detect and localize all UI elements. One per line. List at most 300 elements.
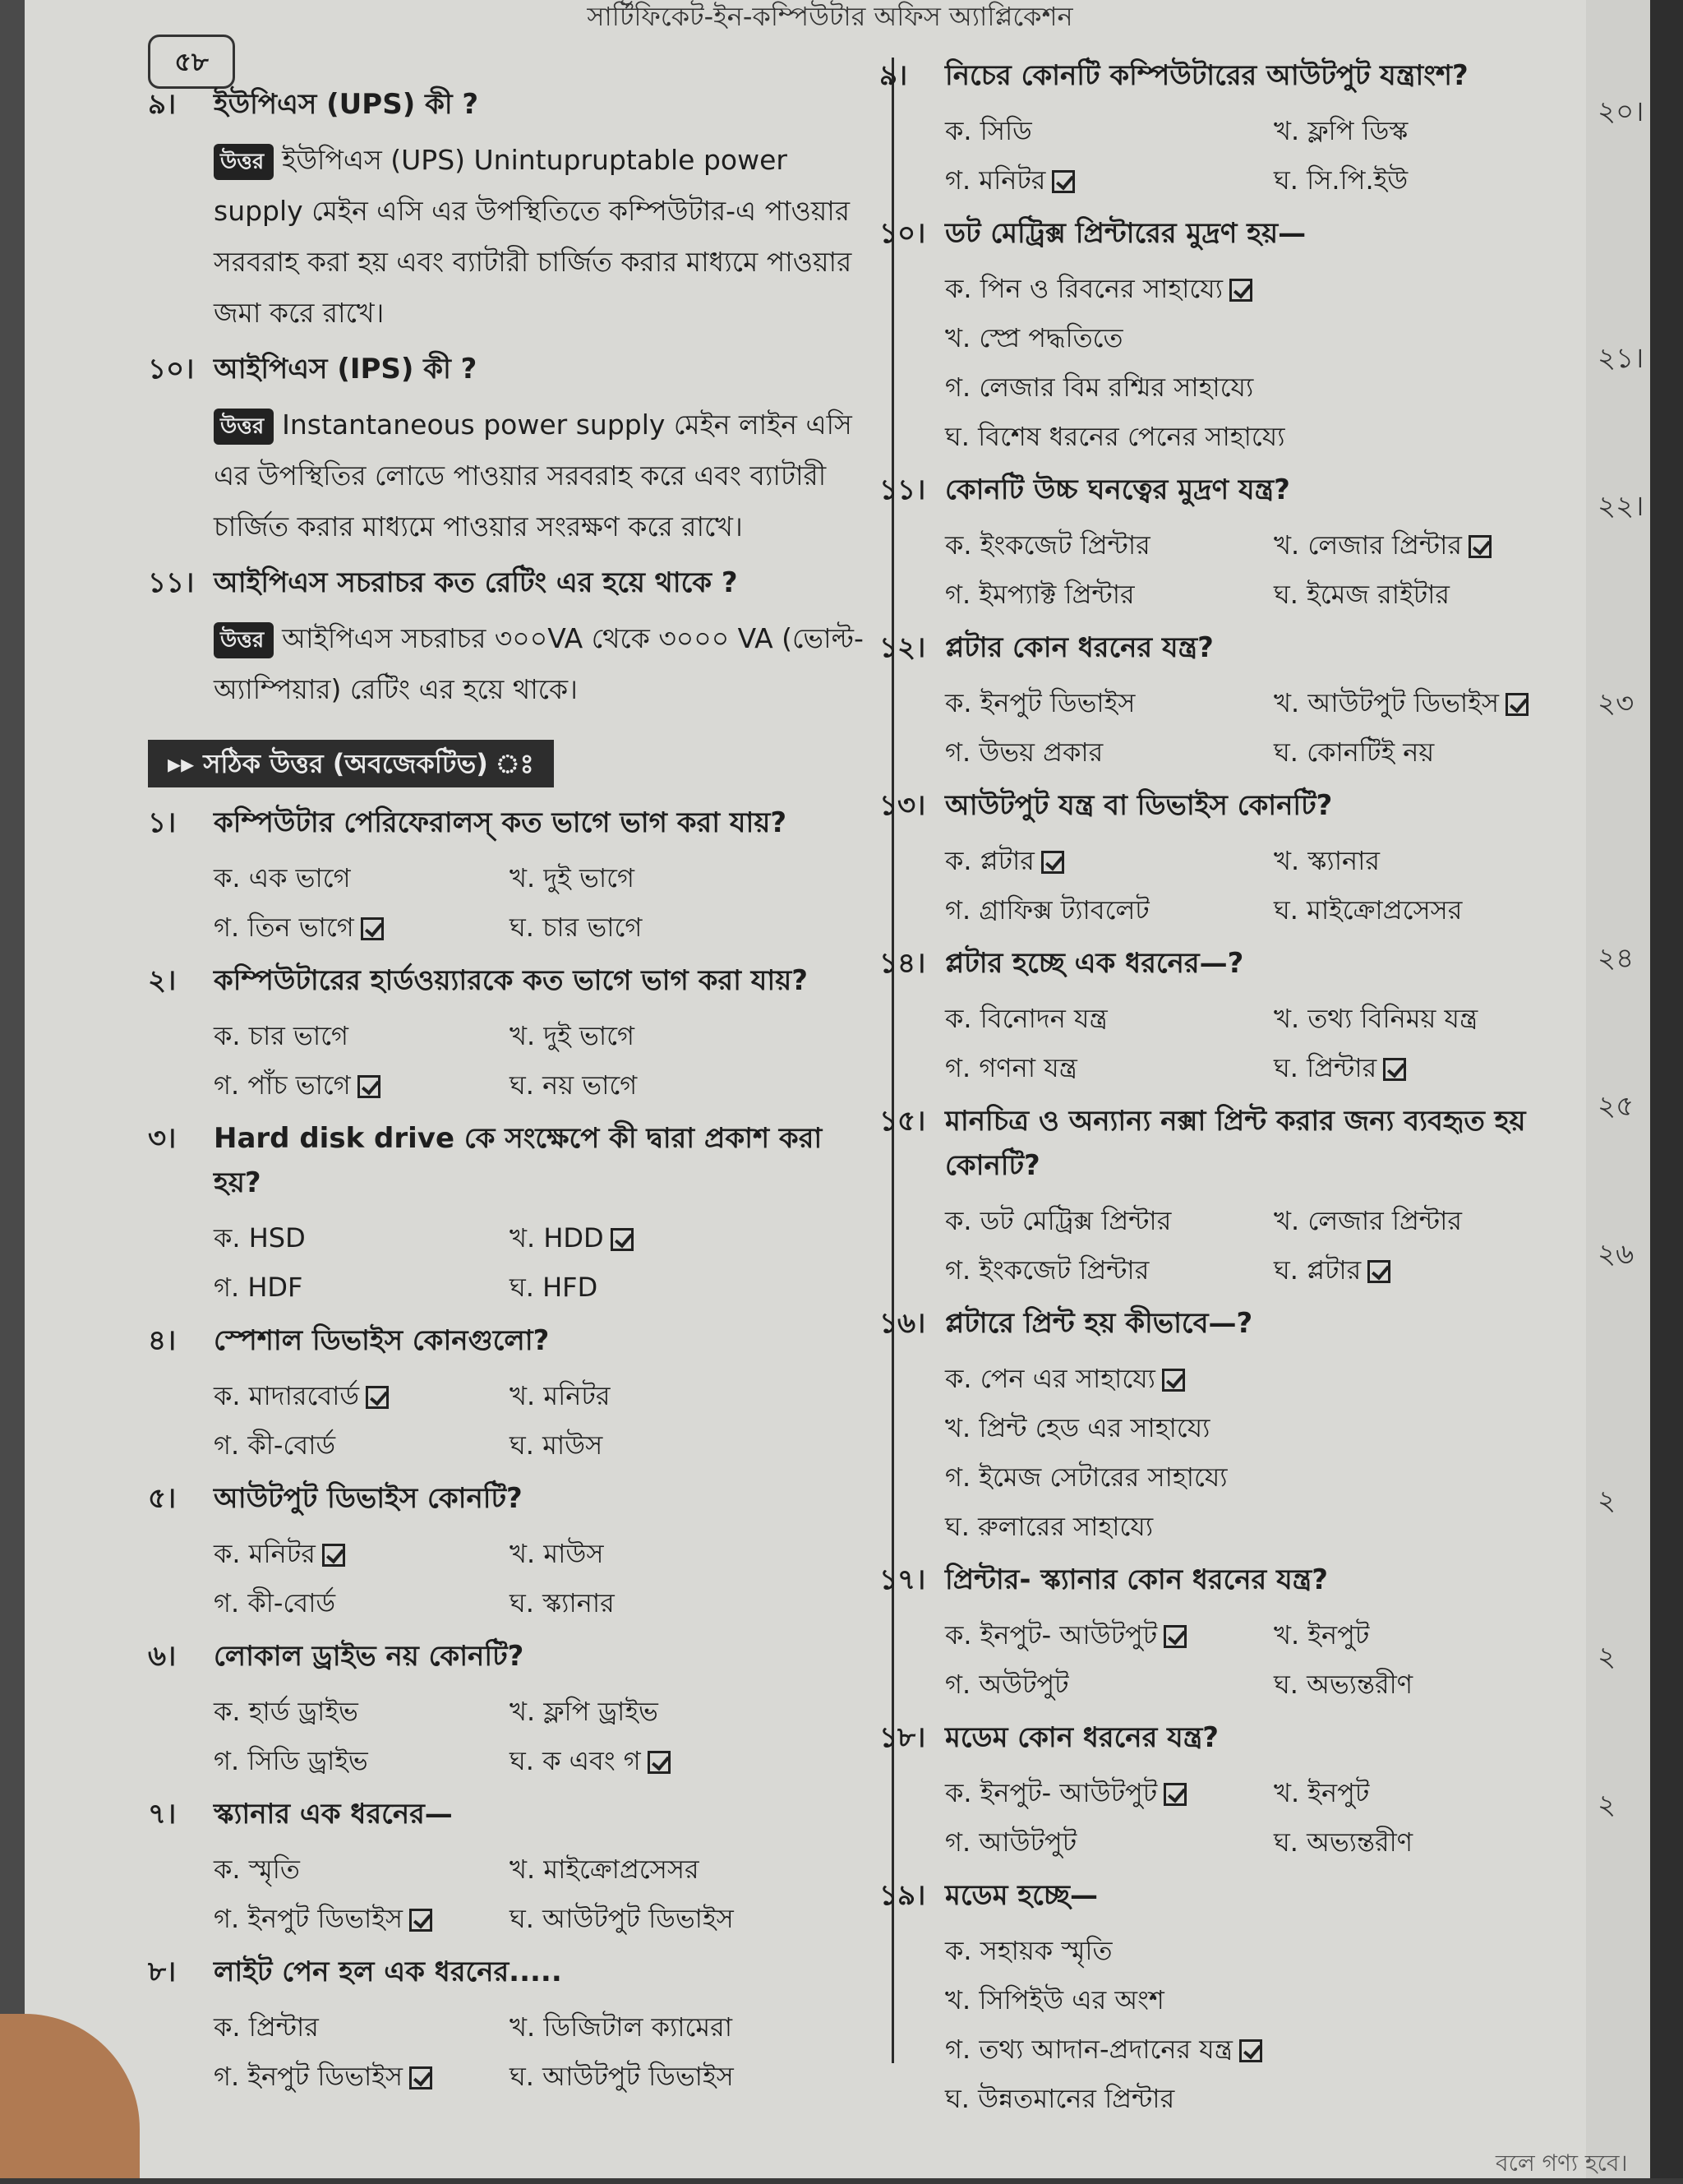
correct-check-icon bbox=[1164, 1783, 1187, 1806]
mcq-item bbox=[148, 1634, 871, 1785]
option bbox=[510, 1263, 871, 1312]
question-number: ১৩। bbox=[879, 789, 926, 822]
next-page-number: ২০। bbox=[1598, 95, 1644, 128]
correct-check-icon bbox=[1239, 2039, 1262, 2062]
question-row bbox=[148, 1318, 871, 1363]
question-row bbox=[148, 1116, 871, 1205]
option bbox=[1274, 1196, 1602, 1245]
option-text: ক. পেন এর সাহায্যে bbox=[945, 1363, 1155, 1394]
option bbox=[945, 412, 1602, 461]
answer-badge: উত্তর bbox=[214, 144, 274, 180]
question-text: নিচের কোনটি কম্পিউটারের আউটপুট যন্ত্রাংশ? bbox=[945, 59, 1469, 92]
option-text: খ. আউটপুট ডিভাইস bbox=[1274, 687, 1499, 718]
question-text: ডট মেট্রিক্স প্রিন্টারের মুদ্রণ হয়— bbox=[945, 217, 1307, 250]
mcq-item bbox=[148, 1476, 871, 1628]
option-text: ঘ. ইমেজ রাইটার bbox=[1274, 579, 1450, 610]
question-number: ৯। bbox=[148, 88, 177, 121]
options-list bbox=[945, 106, 1602, 205]
option bbox=[214, 1420, 510, 1470]
option bbox=[945, 1354, 1602, 1403]
background-right bbox=[1650, 0, 1683, 2178]
option-text: গ. আউটপুট bbox=[945, 1826, 1077, 1858]
option bbox=[945, 1926, 1602, 1975]
option bbox=[1274, 1660, 1602, 1709]
option-text: ঘ. আউটপুট ডিভাইস bbox=[510, 2061, 734, 2092]
option-text: ক. ডট মেট্রিক্স প্রিন্টার bbox=[945, 1205, 1172, 1236]
next-page-number: ২২। bbox=[1598, 490, 1644, 523]
option bbox=[214, 1736, 510, 1785]
mcq-item bbox=[879, 468, 1602, 619]
question-row bbox=[148, 958, 871, 1003]
correct-check-icon bbox=[361, 917, 384, 940]
mcq-item bbox=[148, 801, 871, 952]
question-row bbox=[879, 941, 1602, 986]
option bbox=[214, 2052, 510, 2101]
answer-block bbox=[214, 135, 871, 339]
options-list bbox=[945, 678, 1602, 777]
option bbox=[945, 155, 1274, 205]
bottom-fragment: বলে গণ্য হবে। bbox=[1496, 2149, 1628, 2177]
option-text: খ. ইনপুট bbox=[1274, 1619, 1370, 1651]
option-text: ঘ. বিশেষ ধরনের পেনের সাহায্যে bbox=[945, 421, 1285, 452]
question-text: স্ক্যানার এক ধরনের— bbox=[214, 1798, 453, 1831]
option-text: ঘ. নয় ভাগে bbox=[510, 1069, 638, 1101]
option-text: গ. পাঁচ ভাগে bbox=[214, 1069, 351, 1101]
option-text: খ. তথ্য বিনিময় যন্ত্র bbox=[1274, 1003, 1478, 1034]
next-page-edge bbox=[1586, 0, 1660, 2178]
mcq-item bbox=[879, 53, 1602, 205]
question-text: প্লটারে প্রিন্ট হয় কীভাবে—? bbox=[945, 1307, 1253, 1340]
option bbox=[214, 1060, 510, 1110]
option-text: ঘ. অভ্যন্তরীণ bbox=[1274, 1826, 1413, 1858]
question-text: প্লটার কোন ধরনের যন্ত্র? bbox=[945, 631, 1214, 664]
option-text: ঘ. স্ক্যানার bbox=[510, 1587, 615, 1618]
option-text: গ. গণনা যন্ত্র bbox=[945, 1052, 1077, 1083]
option-text: ক. চার ভাগে bbox=[214, 1020, 349, 1051]
option bbox=[214, 903, 510, 952]
option-text: খ. ইনপুট bbox=[1274, 1777, 1370, 1808]
option-text: ঘ. প্রিন্টার bbox=[1274, 1052, 1377, 1083]
option-text: ঘ. সি.পি.ইউ bbox=[1274, 164, 1409, 196]
mcq-item bbox=[879, 1099, 1602, 1295]
option-text: ক. ইনপুট- আউটপুট bbox=[945, 1619, 1158, 1651]
page-number: ৫৮ bbox=[148, 35, 235, 89]
option bbox=[945, 2074, 1602, 2123]
options-list bbox=[945, 994, 1602, 1092]
option bbox=[510, 1213, 871, 1263]
option bbox=[214, 1845, 510, 1894]
question-text: মডেম হচ্ছে— bbox=[945, 1879, 1098, 1912]
next-page-number: ২ bbox=[1598, 1641, 1616, 1674]
option-text: ঘ. চার ভাগে bbox=[510, 912, 643, 943]
question-number: ১২। bbox=[879, 631, 926, 664]
background-left bbox=[0, 0, 25, 2178]
option bbox=[510, 1420, 871, 1470]
answer-text: Instantaneous power supply মেইন লাইন এসি এর উপস্থিতির লোডে পাওয়ার সরবরাহ করে এবং ব্যাটারী চার্জিত করার মাধ্যমে পাওয়ার সংরক্ষণ করে রাখে। bbox=[214, 409, 852, 543]
option bbox=[510, 1845, 871, 1894]
option-text: ক. সিডি bbox=[945, 115, 1032, 146]
option-text: ঘ. আউটপুট ডিভাইস bbox=[510, 1903, 734, 1934]
correct-check-icon bbox=[357, 1075, 380, 1098]
option bbox=[510, 853, 871, 903]
question-text: প্রিন্টার- স্ক্যানার কোন ধরনের যন্ত্র? bbox=[945, 1563, 1329, 1596]
mcq-item bbox=[879, 1301, 1602, 1551]
correct-check-icon bbox=[1367, 1260, 1390, 1283]
options-list bbox=[214, 1371, 871, 1470]
option-text: গ. লেজার বিম রশ্মির সাহায্যে bbox=[945, 372, 1254, 403]
option-text: গ. তিন ভাগে bbox=[214, 912, 354, 943]
option bbox=[510, 903, 871, 952]
option bbox=[945, 994, 1274, 1043]
option-text: খ. লেজার প্রিন্টার bbox=[1274, 1205, 1462, 1236]
options-list bbox=[945, 1610, 1602, 1709]
mcq-item bbox=[879, 1873, 1602, 2123]
option-text: গ. ইমেজ সেটারের সাহায্যে bbox=[945, 1461, 1228, 1493]
mcq-item bbox=[879, 1715, 1602, 1867]
next-page-number: ২৫ bbox=[1598, 1090, 1635, 1123]
mcq-item bbox=[148, 958, 871, 1110]
option-text: খ. ডিজিটাল ক্যামেরা bbox=[510, 2011, 733, 2043]
options-list bbox=[945, 1354, 1602, 1551]
option bbox=[1274, 1245, 1602, 1295]
option-text: গ. গ্রাফিক্স ট্যাবলেট bbox=[945, 894, 1150, 926]
running-header: সার্টিফিকেট-ইন-কম্পিউটার অফিস অ্যাপ্লিকেশন bbox=[587, 1, 1073, 32]
question-number: ৪। bbox=[148, 1324, 177, 1357]
question-number: ১৬। bbox=[879, 1307, 926, 1340]
option bbox=[1274, 570, 1602, 619]
question-row bbox=[148, 1792, 871, 1836]
option bbox=[945, 2025, 1602, 2074]
correct-check-icon bbox=[1229, 279, 1252, 302]
option-text: খ. স্প্রে পদ্ধতিতে bbox=[945, 322, 1123, 353]
mcq-item bbox=[148, 1116, 871, 1312]
option bbox=[214, 1011, 510, 1060]
option-text: গ. উভয় প্রকার bbox=[945, 736, 1104, 768]
option-text: ক. ইংকজেট প্রিন্টার bbox=[945, 529, 1150, 561]
correct-check-icon bbox=[1505, 693, 1529, 716]
question-number: ৬। bbox=[148, 1640, 177, 1673]
option-text: খ. সিপিইউ এর অংশ bbox=[945, 1984, 1164, 2015]
left-column bbox=[148, 82, 871, 2108]
option bbox=[214, 853, 510, 903]
question-number: ৭। bbox=[148, 1798, 177, 1831]
question-row bbox=[879, 468, 1602, 512]
mcq-item bbox=[148, 1318, 871, 1470]
option bbox=[945, 1452, 1602, 1502]
question-text: আইপিএস (IPS) কী ? bbox=[214, 353, 477, 386]
option bbox=[945, 1768, 1274, 1817]
option bbox=[1274, 994, 1602, 1043]
option-text: ঘ. মাইক্রোপ্রসেসর bbox=[1274, 894, 1463, 926]
question-number: ১৯। bbox=[879, 1879, 926, 1912]
option-text: ঘ. কোনটিই নয় bbox=[1274, 736, 1435, 768]
option-text: ক. পিন ও রিবনের সাহায্যে bbox=[945, 273, 1223, 304]
option-text: খ. প্রিন্ট হেড এর সাহায্যে bbox=[945, 1412, 1210, 1443]
correct-check-icon bbox=[1469, 535, 1492, 558]
option-text: গ. অউটপুট bbox=[945, 1669, 1069, 1700]
option bbox=[945, 678, 1274, 727]
question-number: ১৭। bbox=[879, 1563, 926, 1596]
option-text: খ. মাউস bbox=[510, 1538, 604, 1569]
correct-check-icon bbox=[409, 1909, 432, 1932]
correct-check-icon bbox=[1162, 1369, 1185, 1392]
book-page bbox=[25, 0, 1602, 2178]
mcq-item bbox=[879, 941, 1602, 1092]
correct-check-icon bbox=[366, 1386, 389, 1409]
option-text: ঘ. HFD bbox=[510, 1272, 598, 1303]
option bbox=[945, 106, 1274, 155]
next-page-number: ২৬ bbox=[1598, 1238, 1635, 1271]
correct-check-icon bbox=[648, 1751, 671, 1774]
mcq-item bbox=[879, 211, 1602, 461]
mcq-item bbox=[148, 1792, 871, 1943]
question-text: Hard disk drive কে সংক্ষেপে কী দ্বারা প্রকাশ করা হয়? bbox=[214, 1122, 823, 1199]
correct-check-icon bbox=[409, 2066, 432, 2089]
options-list bbox=[214, 2002, 871, 2101]
option bbox=[945, 570, 1274, 619]
right-column bbox=[879, 53, 1602, 2130]
option bbox=[1274, 1043, 1602, 1092]
option bbox=[510, 2052, 871, 2101]
option-text: গ. ইনপুট ডিভাইস bbox=[214, 1903, 403, 1934]
option-text: খ. HDD bbox=[510, 1222, 604, 1254]
option-text: ক. এক ভাগে bbox=[214, 862, 351, 893]
option bbox=[945, 1610, 1274, 1660]
option-text: খ. মাইক্রোপ্রসেসর bbox=[510, 1854, 699, 1885]
question-row bbox=[148, 82, 871, 127]
mcq-item bbox=[879, 783, 1602, 935]
question-number: ৫। bbox=[148, 1482, 177, 1515]
correct-check-icon bbox=[611, 1228, 634, 1251]
option bbox=[1274, 727, 1602, 777]
question-row bbox=[879, 1099, 1602, 1188]
question-number: ২। bbox=[148, 964, 177, 997]
question-number: ১৪। bbox=[879, 947, 926, 980]
option bbox=[945, 313, 1602, 362]
question-row bbox=[148, 801, 871, 845]
question-number: ১১। bbox=[148, 566, 195, 599]
question-text: স্পেশাল ডিভাইস কোনগুলো? bbox=[214, 1324, 550, 1357]
option-text: খ. ফ্লপি ড্রাইভ bbox=[510, 1696, 658, 1727]
option bbox=[945, 1975, 1602, 2025]
question-text: মডেম কোন ধরনের যন্ত্র? bbox=[945, 1721, 1220, 1754]
option bbox=[945, 836, 1274, 885]
option bbox=[945, 1502, 1602, 1551]
options-list bbox=[214, 1011, 871, 1110]
mcq-item bbox=[879, 626, 1602, 777]
option bbox=[1274, 1768, 1602, 1817]
correct-check-icon bbox=[322, 1544, 345, 1567]
option bbox=[510, 1011, 871, 1060]
options-list bbox=[214, 1845, 871, 1943]
question-row bbox=[148, 1634, 871, 1678]
option bbox=[510, 2002, 871, 2052]
next-page-number: ২ bbox=[1598, 1789, 1616, 1822]
correct-check-icon bbox=[1052, 170, 1075, 193]
option-text: ঘ. মাউস bbox=[510, 1429, 603, 1461]
correct-check-icon bbox=[1383, 1058, 1406, 1081]
options-list bbox=[945, 1768, 1602, 1867]
option-text: ক. হার্ড ড্রাইভ bbox=[214, 1696, 358, 1727]
next-page-number: ২৩ bbox=[1598, 687, 1635, 720]
question-row bbox=[148, 561, 871, 605]
next-page-number: ২ bbox=[1598, 1484, 1616, 1517]
option-text: ক. স্মৃতি bbox=[214, 1854, 300, 1885]
option-text: গ. কী-বোর্ড bbox=[214, 1587, 336, 1618]
question-number: ১৮। bbox=[879, 1721, 926, 1754]
question-text: প্লটার হচ্ছে এক ধরনের—? bbox=[945, 947, 1244, 980]
option bbox=[1274, 1610, 1602, 1660]
option bbox=[945, 362, 1602, 412]
options-list bbox=[945, 264, 1602, 461]
option-text: ক. মনিটর bbox=[214, 1538, 316, 1569]
mcq-item bbox=[148, 1950, 871, 2101]
option bbox=[510, 1578, 871, 1628]
option-text: খ. দুই ভাগে bbox=[510, 1020, 634, 1051]
option-text: খ. ফ্লপি ডিস্ক bbox=[1274, 115, 1409, 146]
option bbox=[510, 1371, 871, 1420]
answer-block bbox=[214, 399, 871, 552]
option-text: ক. মাদারবোর্ড bbox=[214, 1380, 359, 1411]
option bbox=[510, 1736, 871, 1785]
question-number: ৯। bbox=[879, 59, 908, 92]
option bbox=[214, 1687, 510, 1736]
option bbox=[945, 727, 1274, 777]
options-list bbox=[214, 1687, 871, 1785]
next-page-number: ২৪ bbox=[1598, 942, 1635, 975]
question-number: ১০। bbox=[879, 217, 926, 250]
question-text: কোনটি উচ্চ ঘনত্বের মুদ্রণ যন্ত্র? bbox=[945, 473, 1290, 506]
question-row bbox=[879, 1715, 1602, 1760]
options-list bbox=[945, 1926, 1602, 2123]
options-list bbox=[214, 853, 871, 952]
option bbox=[1274, 836, 1602, 885]
question-row bbox=[148, 1476, 871, 1521]
option bbox=[510, 1060, 871, 1110]
options-list bbox=[945, 1196, 1602, 1295]
option bbox=[510, 1894, 871, 1943]
options-list bbox=[214, 1529, 871, 1628]
option bbox=[945, 1196, 1274, 1245]
option-text: ক. প্রিন্টার bbox=[214, 2011, 319, 2043]
option bbox=[1274, 520, 1602, 570]
option bbox=[1274, 155, 1602, 205]
question-number: ১১। bbox=[879, 473, 926, 506]
question-text: আইপিএস সচরাচর কত রেটিং এর হয়ে থাকে ? bbox=[214, 566, 738, 599]
question-row bbox=[879, 53, 1602, 98]
question-number: ১৫। bbox=[879, 1105, 926, 1138]
option bbox=[1274, 1817, 1602, 1867]
option bbox=[214, 1578, 510, 1628]
question-row bbox=[879, 626, 1602, 670]
option bbox=[214, 2002, 510, 2052]
question-row bbox=[879, 1558, 1602, 1602]
option-text: গ. ইমপ্যাক্ট প্রিন্টার bbox=[945, 579, 1135, 610]
option-text: ঘ. রুলারের সাহায্যে bbox=[945, 1511, 1154, 1542]
option-text: গ. মনিটর bbox=[945, 164, 1046, 196]
option bbox=[945, 1660, 1274, 1709]
option bbox=[1274, 106, 1602, 155]
option-text: খ. লেজার প্রিন্টার bbox=[1274, 529, 1462, 561]
question-row bbox=[879, 1873, 1602, 1918]
option-text: ঘ. প্লটার bbox=[1274, 1254, 1362, 1286]
question-text: ইউপিএস (UPS) কী ? bbox=[214, 88, 479, 121]
answer-badge: উত্তর bbox=[214, 622, 274, 658]
question-row bbox=[879, 1301, 1602, 1346]
option bbox=[510, 1687, 871, 1736]
question-row bbox=[148, 347, 871, 391]
option bbox=[945, 1245, 1274, 1295]
question-text: আউটপুট ডিভাইস কোনটি? bbox=[214, 1482, 523, 1515]
question-text: কম্পিউটারের হার্ডওয়্যারকে কত ভাগে ভাগ করা যায়? bbox=[214, 964, 808, 997]
option bbox=[945, 1403, 1602, 1452]
option-text: ক. সহায়ক স্মৃতি bbox=[945, 1935, 1113, 1966]
question-row bbox=[148, 1950, 871, 1994]
option bbox=[214, 1894, 510, 1943]
correct-check-icon bbox=[1164, 1625, 1187, 1648]
option-text: ঘ. উন্নতমানের প্রিন্টার bbox=[945, 2083, 1175, 2114]
correct-check-icon bbox=[1041, 851, 1064, 874]
option bbox=[510, 1529, 871, 1578]
question-number: ১। bbox=[148, 806, 177, 839]
option bbox=[214, 1529, 510, 1578]
answer-badge: উত্তর bbox=[214, 409, 274, 445]
option-text: ঘ. ক এবং গ bbox=[510, 1745, 641, 1776]
option-text: গ. HDF bbox=[214, 1272, 303, 1303]
question-number: ৮। bbox=[148, 1955, 177, 1988]
option-text: খ. স্ক্যানার bbox=[1274, 845, 1380, 876]
option-text: ক. প্লটার bbox=[945, 845, 1035, 876]
section-heading: ▸▸ সঠিক উত্তর (অবজেকটিভ) ঃ bbox=[148, 740, 554, 787]
option-text: ঘ. অভ্যন্তরীণ bbox=[1274, 1669, 1413, 1700]
option bbox=[945, 520, 1274, 570]
question-number: ৩। bbox=[148, 1122, 177, 1155]
option-text: গ. ইনপুট ডিভাইস bbox=[214, 2061, 403, 2092]
option-text: ক. HSD bbox=[214, 1222, 306, 1254]
option-text: গ. ইংকজেট প্রিন্টার bbox=[945, 1254, 1150, 1286]
question-text: মানচিত্র ও অন্যান্য নক্সা প্রিন্ট করার জন্য ব্যবহৃত হয় কোনটি? bbox=[945, 1105, 1526, 1182]
question-text: লোকাল ড্রাইভ নয় কোনটি? bbox=[214, 1640, 524, 1673]
option bbox=[945, 264, 1602, 313]
option bbox=[945, 1043, 1274, 1092]
option bbox=[1274, 678, 1602, 727]
options-list bbox=[945, 836, 1602, 935]
answer-text: আইপিএস সচরাচর ৩০০VA থেকে ৩০০০ VA (ভোল্ট-অ্যাম্পিয়ার) রেটিং এর হয়ে থাকে। bbox=[214, 622, 864, 705]
question-text: লাইট পেন হল এক ধরনের..... bbox=[214, 1955, 562, 1988]
option-text: গ. তথ্য আদান-প্রদানের যন্ত্র bbox=[945, 2034, 1233, 2065]
option bbox=[945, 885, 1274, 935]
mcq-item bbox=[879, 1558, 1602, 1709]
question-number: ১০। bbox=[148, 353, 195, 386]
option-text: ক. ইনপুট ডিভাইস bbox=[945, 687, 1136, 718]
answer-text: ইউপিএস (UPS) Unintupruptable power supply মেইন এসি এর উপস্থিতিতে কম্পিউটার-এ পাওয়ার সরবরাহ করা হয় এবং ব্যাটারী চার্জিত করার মাধ্যমে পাওয়ার জমা করে রাখে। bbox=[214, 144, 852, 329]
answer-block bbox=[214, 613, 871, 715]
option-text: খ. মনিটর bbox=[510, 1380, 611, 1411]
option bbox=[945, 1817, 1274, 1867]
option bbox=[214, 1371, 510, 1420]
next-page-number: ২১। bbox=[1598, 342, 1644, 375]
question-row bbox=[879, 783, 1602, 828]
option bbox=[1274, 885, 1602, 935]
option bbox=[214, 1213, 510, 1263]
option-text: গ. সিডি ড্রাইভ bbox=[214, 1745, 368, 1776]
option-text: ক. বিনোদন যন্ত্র bbox=[945, 1003, 1108, 1034]
question-row bbox=[879, 211, 1602, 256]
options-list bbox=[945, 520, 1602, 619]
option-text: খ. দুই ভাগে bbox=[510, 862, 634, 893]
option bbox=[214, 1263, 510, 1312]
option-text: ক. ইনপুট- আউটপুট bbox=[945, 1777, 1158, 1808]
